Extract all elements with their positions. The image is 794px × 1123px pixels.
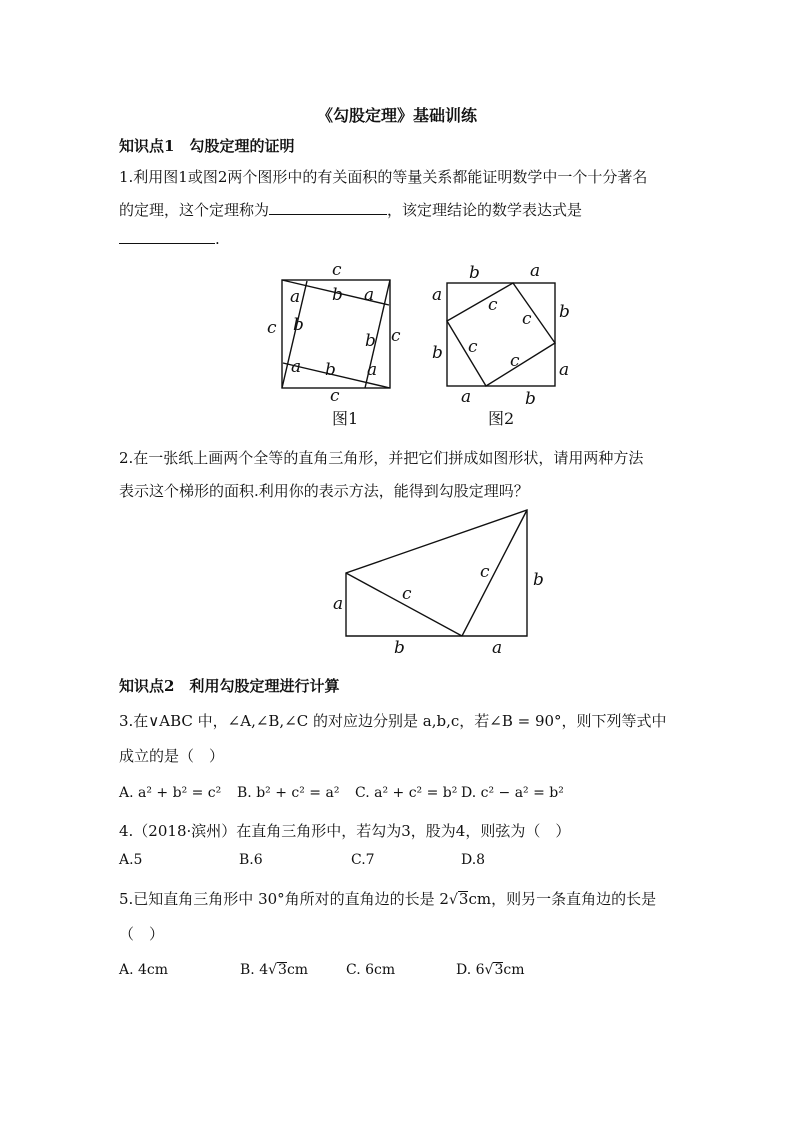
q5-line2: （ ） — [119, 925, 165, 943]
fig2-label-c-1: c — [488, 295, 498, 315]
q1-line2-b: ，该定理结论的数学表达式是 — [387, 201, 583, 219]
q4-line1: 4.（2018·滨州）在直角三角形中，若勾为3，股为4，则弦为（ ） — [119, 822, 571, 840]
fig1-label-b-2: b — [293, 315, 304, 335]
fig1-label-b-1: b — [332, 285, 343, 305]
q2-line1: 2.在一张纸上画两个全等的直角三角形，并把它们拼成如图形状，请用两种方法 — [119, 449, 644, 467]
worksheet-title: 《勾股定理》基础训练 — [316, 106, 477, 125]
fig1-label-c-left: c — [267, 318, 277, 338]
figure2-inner-square — [447, 283, 555, 386]
fig3-label-c-1: c — [402, 584, 412, 604]
fig2-label-a-bottom: a — [461, 387, 472, 407]
q5-option-b-post: cm — [286, 962, 309, 978]
fig2-label-b-left: b — [432, 343, 443, 363]
q1-line3-end: . — [215, 230, 220, 248]
q5-option-d-pre: D. 6 — [456, 962, 485, 978]
fig3-label-a-bottom: a — [492, 638, 503, 658]
fig3-label-a-left: a — [333, 594, 344, 614]
fig2-label-a-left: a — [432, 285, 443, 305]
fig2-label-a-right: a — [559, 360, 570, 380]
figure3-trapezoid — [320, 500, 560, 662]
q3-option-c[interactable]: C. a² + c² = b² — [355, 785, 458, 801]
q3-option-a[interactable]: A. a² + b² = c² — [119, 785, 222, 801]
q5-option-b-radicand: 3 — [278, 962, 287, 978]
fig2-label-b-top: b — [469, 263, 480, 283]
q5-line1-b: cm，则另一条直角边的长是 — [468, 890, 657, 908]
trapezoid-diagonal-1 — [346, 573, 462, 636]
figure1-caption: 图1 — [332, 409, 359, 428]
fig3-label-c-2: c — [480, 562, 490, 582]
fig1-label-a-1: a — [290, 287, 301, 307]
q5-line1 — [119, 888, 656, 909]
fig2-label-c-2: c — [522, 309, 532, 329]
sqrt-sign: √ — [268, 962, 278, 978]
q1-blank-expression[interactable] — [119, 229, 215, 244]
q2-line2: 表示这个梯形的面积.利用你的表示方法，能得到勾股定理吗？ — [119, 482, 529, 500]
sqrt-sign: √ — [484, 962, 494, 978]
fig2-label-b-bottom: b — [525, 389, 536, 409]
sqrt-sign: √ — [448, 892, 458, 908]
q4-option-a[interactable]: A.5 — [119, 852, 143, 868]
fig3-label-b-right: b — [533, 570, 544, 590]
fig2-label-c-4: c — [510, 351, 520, 371]
fig1-label-b-3: b — [365, 331, 376, 351]
q1-line2 — [119, 199, 582, 220]
fig3-label-b-bottom: b — [394, 638, 405, 658]
trapezoid-outline — [346, 510, 527, 636]
figure2-outer-square — [447, 283, 555, 386]
q5-option-a[interactable]: A. 4cm — [119, 962, 169, 978]
fig1-label-c-right: c — [391, 326, 401, 346]
q5-option-d[interactable] — [456, 962, 525, 978]
q5-option-c[interactable]: C. 6cm — [346, 962, 396, 978]
fig2-label-b-right: b — [559, 302, 570, 322]
fig1-label-a-3: a — [291, 357, 302, 377]
fig2-label-c-3: c — [468, 337, 478, 357]
q4-options — [119, 852, 679, 872]
q5-line1-radicand: 3 — [458, 890, 469, 908]
q5-line1-a: 5.已知直角三角形中 30°角所对的直角边的长是 2 — [119, 890, 449, 908]
section1-heading: 知识点1 勾股定理的证明 — [119, 137, 295, 155]
fig1-label-b-4: b — [325, 360, 336, 380]
q3-option-d[interactable]: D. c² − a² = b² — [461, 785, 564, 801]
q5-option-d-radicand: 3 — [494, 962, 504, 978]
q4-option-b[interactable]: B.6 — [239, 852, 263, 868]
fig1-label-c-bottom: c — [330, 386, 340, 406]
q1-line3 — [119, 229, 220, 248]
q1-blank-theorem-name[interactable] — [269, 200, 387, 215]
fig1-label-a-4: a — [367, 360, 378, 380]
q3-line2: 成立的是（ ） — [119, 747, 225, 765]
fig1-label-a-2: a — [364, 285, 375, 305]
figure2-caption: 图2 — [488, 409, 515, 428]
q4-option-c[interactable]: C.7 — [351, 852, 375, 868]
section2-heading: 知识点2 利用勾股定理进行计算 — [119, 677, 340, 695]
q5-option-d-post: cm — [503, 962, 525, 978]
q3-option-b[interactable]: B. b² + c² = a² — [237, 785, 340, 801]
q1-line2-a: 的定理，这个定理称为 — [119, 201, 270, 219]
q5-options — [119, 962, 679, 982]
q5-option-b[interactable] — [240, 962, 308, 978]
figure2 — [447, 283, 555, 386]
fig2-label-a-top: a — [530, 261, 541, 281]
fig1-label-c-top: c — [332, 260, 342, 280]
figures-1-2 — [260, 258, 580, 438]
q1-line1: 1.利用图1或图2两个图形中的有关面积的等量关系都能证明数学中一个十分著名 — [119, 168, 648, 186]
q5-option-b-pre: B. 4 — [240, 962, 269, 978]
q3-options — [119, 785, 679, 805]
q4-option-d[interactable]: D.8 — [461, 852, 486, 868]
q3-line1: 3.在∨ABC 中，∠A,∠B,∠C 的对应边分别是 a,b,c，若∠B = 90°，则下列等式中 — [119, 712, 667, 730]
